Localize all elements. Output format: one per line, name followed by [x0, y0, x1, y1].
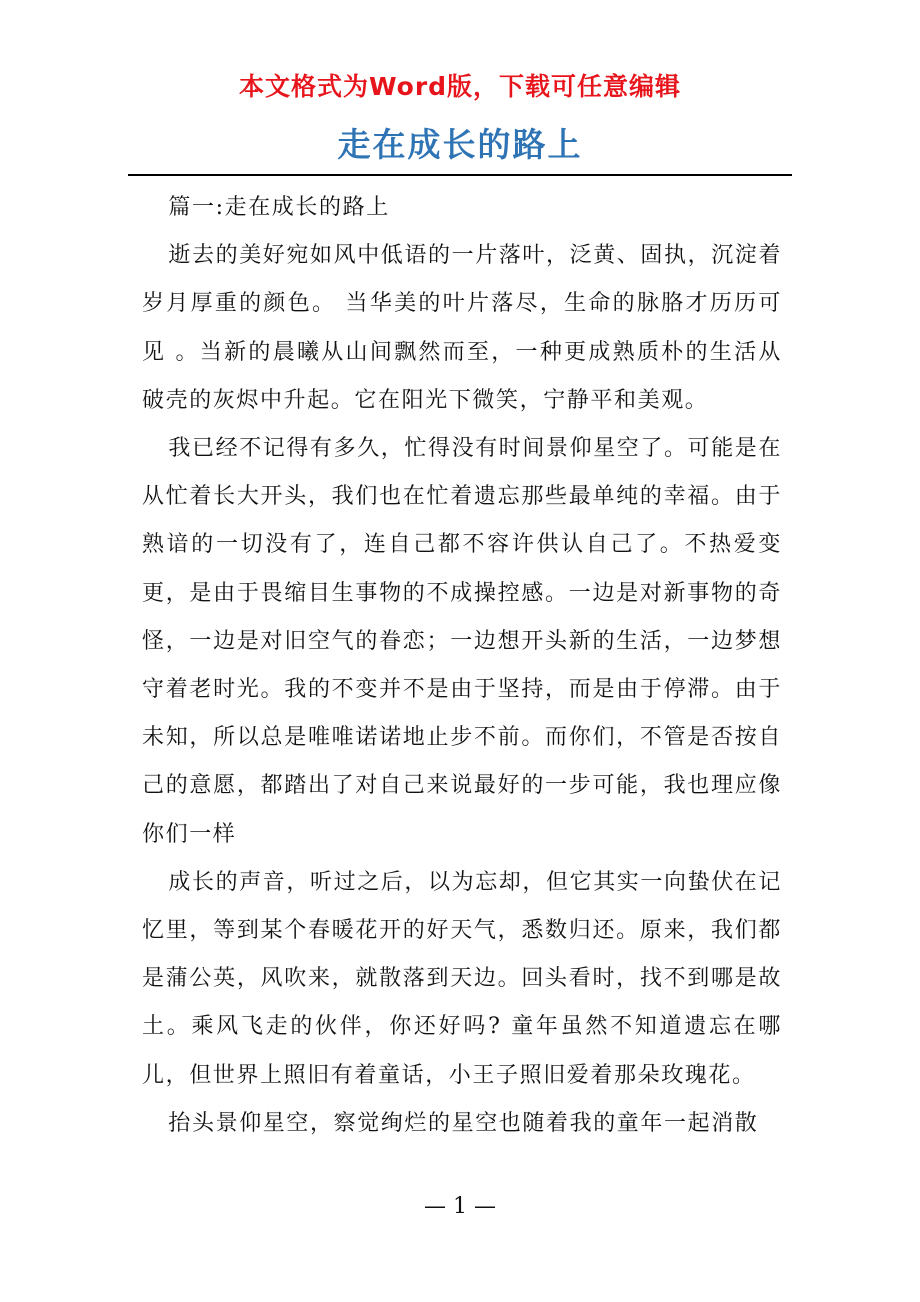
paragraph: 我已经不记得有多久，忙得没有时间景仰星空了。可能是在从忙着长大开头，我们也在忙着遗忘那些最单纯的幸福。由于熟谙的一切没有了，连自己都不容许供认自己了。不热爱变更，是由于畏缩目生事物的不成操控感。一边是对新事物的奇怪，一边是对旧空气的眷恋；一边想开头新的生活，一边梦想守着老时光。我的不变并不是由于坚持，而是由于停滞。由于未知，所以总是唯唯诺诺地止步不前。而你们，不管是否按自己的意愿，都踏出了对自己来说最好的一步可能，我也理应像你们一样	[142, 436, 782, 847]
document-body	[142, 184, 782, 1148]
paragraph: 逝去的美好宛如风中低语的一片落叶，泛黄、固执，沉淀着岁月厚重的颜色。 当华美的叶片落尽，生命的脉胳才历历可见 。当新的晨曦从山间飘然而至，一种更成熟质朴的生活从破壳的灰烬中升起。它在阳光下微笑，宁静平和美观。	[142, 243, 782, 413]
format-notice: 本文格式为Word版，下载可任意编辑	[238, 72, 682, 101]
section-heading: 篇一:走在成长的路上	[168, 195, 390, 220]
document-title: 走在成长的路上	[337, 125, 583, 164]
page-number: — 1 —	[424, 1194, 496, 1219]
title-divider	[128, 174, 792, 176]
paragraph: 成长的声音，听过之后，以为忘却，但它其实一向蛰伏在记忆里，等到某个春暖花开的好天气，悉数归还。原来，我们都是蒲公英，风吹来，就散落到天边。回头看时，找不到哪是故土。乘风飞走的伙伴，你还好吗? 童年虽然不知道遗忘在哪儿，但世界上照旧有着童话，小王子照旧爱着那朵玫瑰花。	[142, 869, 782, 1088]
paragraph: 抬头景仰星空，察觉绚烂的星空也随着我的童年一起消散	[168, 1110, 759, 1136]
